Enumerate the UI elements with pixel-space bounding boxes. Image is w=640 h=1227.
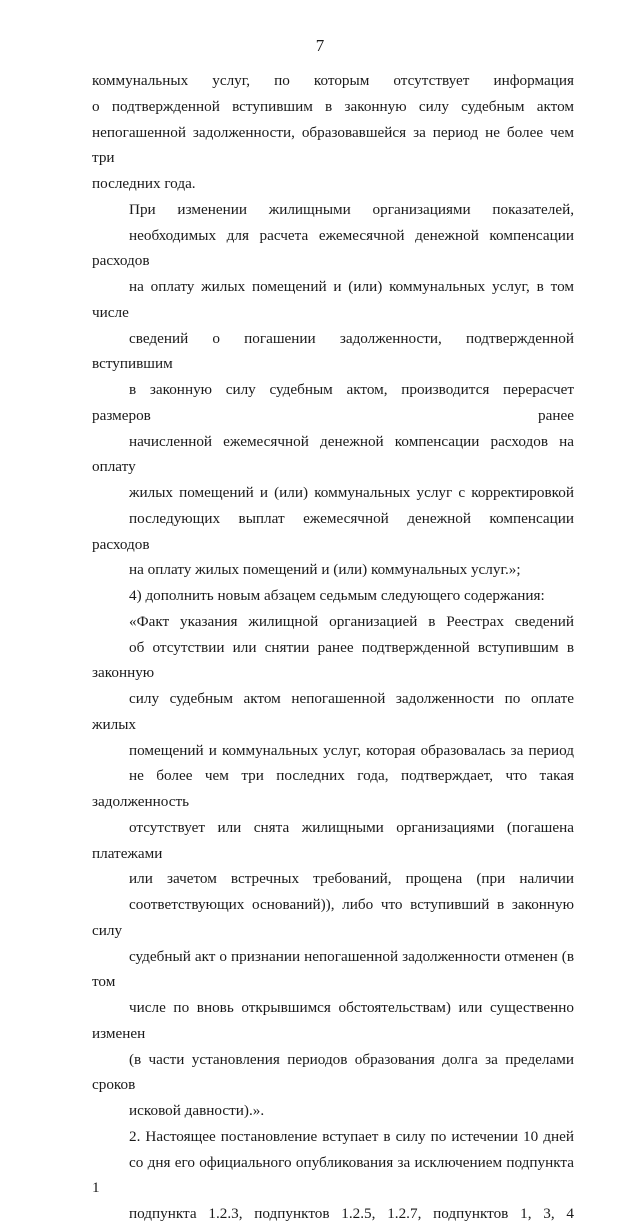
paragraph xyxy=(92,583,574,609)
text-line: не более чем три последних года, подтверждает, что такая задолженность xyxy=(92,767,574,810)
text-line: коммунальных услуг, по которым отсутствует информация xyxy=(92,72,574,89)
text-line: «Факт указания жилищной организацией в Реестрах сведений xyxy=(129,612,574,630)
text-line: соответствующих оснований)), либо что вступивший в законную силу xyxy=(92,896,574,939)
text-line: жилых помещений и (или) коммунальных услуг с корректировкой xyxy=(129,484,574,501)
text-line: помещений и коммунальных услуг, которая образовалась за период xyxy=(129,741,574,759)
text-line: 2. Настоящее постановление вступает в силу по истечении 10 дней xyxy=(129,1127,574,1145)
text-line: или зачетом встречных требований, прощена (при наличии xyxy=(129,870,574,888)
paragraph xyxy=(92,197,574,583)
text-line: на оплату жилых помещений и (или) коммунальных услуг.»; xyxy=(129,561,521,579)
text-line: исковой давности).». xyxy=(129,1102,265,1119)
text-line: в законную силу судебным актом, производится перерасчет размеров ранее xyxy=(92,381,574,424)
page-number: 7 xyxy=(315,36,325,55)
text-line: отсутствует или снята жилищными организациями (погашена платежами xyxy=(92,818,574,862)
text-line: о подтвержденной вступившим в законную силу судебным актом xyxy=(92,97,574,115)
text-line: 4) дополнить новым абзацем седьмым следующего содержания: xyxy=(129,587,545,604)
paragraph xyxy=(92,68,574,197)
text-line: последующих выплат ежемесячной денежной компенсации расходов xyxy=(92,509,574,553)
paragraph xyxy=(92,1124,574,1227)
text-line: на оплату жилых помещений и (или) коммунальных услуг, в том числе xyxy=(92,278,574,321)
text-line: начисленной ежемесячной денежной компенсации расходов на оплату xyxy=(92,432,574,476)
text-line: непогашенной задолженности, образовавшейся за период не более чем три xyxy=(92,123,574,167)
text-line: При изменении жилищными организациями показателей, xyxy=(129,200,574,218)
text-line: силу судебным актом непогашенной задолженности по оплате жилых xyxy=(92,690,574,733)
paragraph xyxy=(92,609,574,1124)
text-line: последних года. xyxy=(92,175,196,192)
text-line: со дня его официального опубликования за исключением подпункта 1 xyxy=(92,1153,574,1197)
text-line: подпункта 1.2.3, подпунктов 1.2.5, 1.2.7, подпунктов 1, 3, 4 xyxy=(129,1205,574,1222)
text-line: судебный акт о признании непогашенной задолженности отменен (в том xyxy=(92,947,574,991)
text-line: (в части установления периодов образования долга за пределами сроков xyxy=(92,1050,574,1094)
text-line: сведений о погашении задолженности, подтвержденной вступившим xyxy=(92,329,574,373)
text-line: об отсутствии или снятии ранее подтвержденной вступившим в законную xyxy=(92,638,574,682)
text-line: необходимых для расчета ежемесячной денежной компенсации расходов xyxy=(92,226,574,270)
document-body xyxy=(92,68,574,1227)
text-line: числе по вновь открывшимся обстоятельствам) или существенно изменен xyxy=(92,999,574,1042)
